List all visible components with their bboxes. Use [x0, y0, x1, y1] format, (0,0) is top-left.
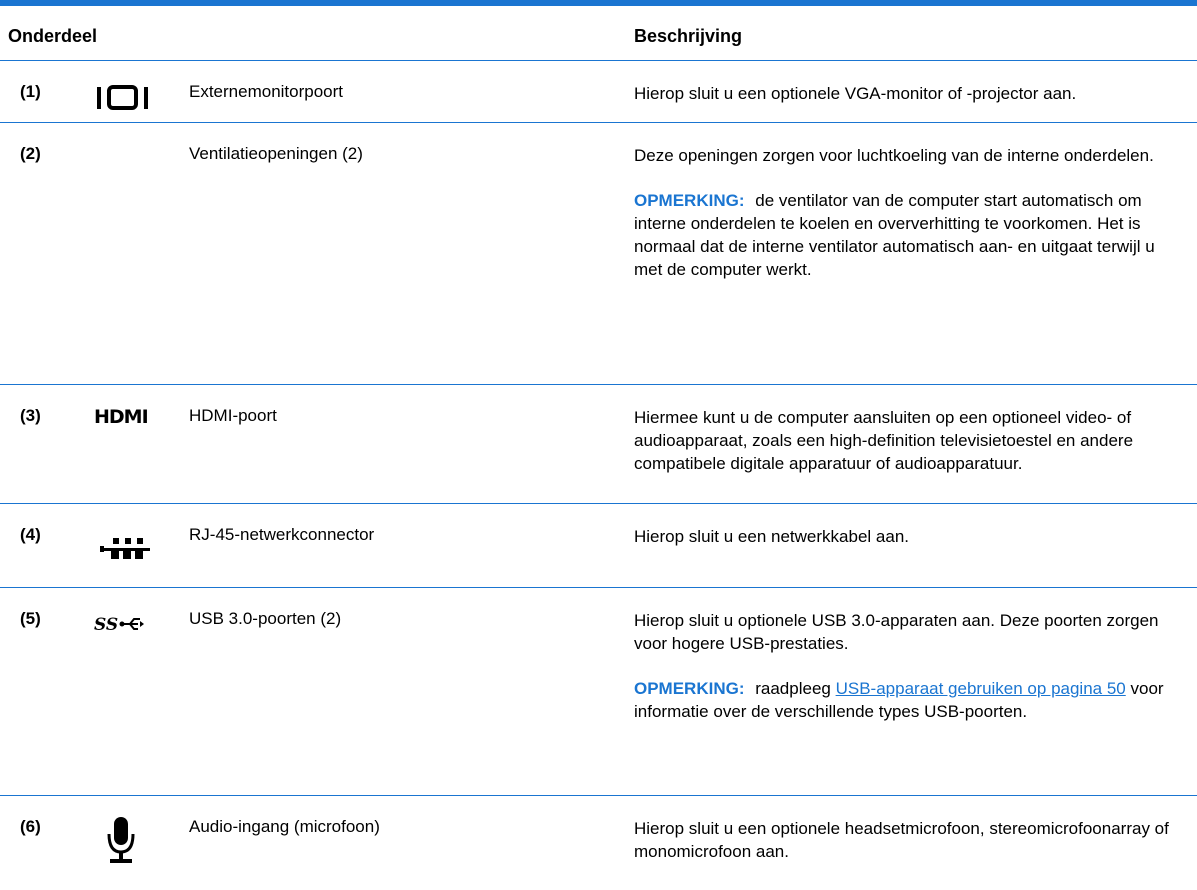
note-text-after: voor informatie over de verschillende types USB-poorten. [634, 679, 1164, 721]
row-number: (3) [20, 406, 41, 425]
row-name: Audio-ingang (microfoon) [189, 817, 380, 836]
table-row [0, 61, 1197, 123]
description-text: Hierop sluit u een netwerkkabel aan. [634, 527, 909, 546]
table-row [0, 588, 1197, 796]
description-text: Hierop sluit u een optionele VGA-monitor of -projector aan. [634, 84, 1077, 103]
note-text: de ventilator van de computer start automatisch om interne onderdelen te koelen en oververhitting te voorkomen. Het is normaal dat de interne ventilator automatisch aan- en uitgaat terwijl u met de computer werkt. [634, 191, 1155, 279]
network-icon [94, 524, 160, 576]
row-description [634, 817, 1174, 863]
header-description: Beschrijving [634, 26, 743, 46]
row-description [634, 82, 1174, 105]
note [634, 189, 1174, 281]
row-name: Externemonitorpoort [189, 82, 344, 101]
row-name: Ventilatieopeningen (2) [189, 144, 363, 163]
row-description [634, 609, 1174, 723]
microphone-icon [94, 814, 160, 866]
row-name: HDMI-poort [189, 406, 277, 425]
row-description [634, 406, 1174, 475]
header-part: Onderdeel [8, 26, 98, 46]
description-text: Hiermee kunt u de computer aansluiten op een optioneel video- of audioapparaat, zoals een high-definition televisietoestel en andere compatibele digitale apparatuur of audioapparatuur. [634, 408, 1134, 473]
table-header [0, 6, 1197, 61]
usb-help-link[interactable]: USB-apparaat gebruiken op pagina 50 [835, 679, 1126, 698]
row-number: (1) [20, 82, 41, 101]
usb3-icon [94, 610, 160, 662]
description-text: Hierop sluit u optionele USB 3.0-apparaten aan. Deze poorten zorgen voor hogere USB-prestaties. [634, 611, 1159, 653]
row-number: (2) [20, 144, 41, 163]
row-number: (4) [20, 525, 41, 544]
row-name: RJ-45-netwerkconnector [189, 525, 375, 544]
row-description [634, 144, 1174, 281]
description-text: Hierop sluit u een optionele headsetmicrofoon, stereomicrofoonarray of monomicrofoon aan. [634, 819, 1169, 861]
svg-text:SS: SS [94, 615, 119, 635]
table-row [0, 504, 1197, 588]
note [634, 677, 1174, 723]
note-label: OPMERKING: [634, 679, 745, 698]
row-number: (6) [20, 817, 41, 836]
note-text-before: raadpleeg [755, 679, 831, 698]
external-monitor-icon [94, 75, 160, 127]
table-row [0, 123, 1197, 385]
svg-text:HDMI: HDMI [94, 406, 148, 428]
row-description [634, 525, 1174, 548]
note-label: OPMERKING: [634, 191, 745, 210]
table-row [0, 796, 1197, 890]
description-text: Deze openingen zorgen voor luchtkoeling van de interne onderdelen. [634, 146, 1154, 165]
row-name: USB 3.0-poorten (2) [189, 609, 342, 628]
row-number: (5) [20, 609, 41, 628]
table-row [0, 385, 1197, 504]
hdmi-icon [94, 405, 160, 457]
